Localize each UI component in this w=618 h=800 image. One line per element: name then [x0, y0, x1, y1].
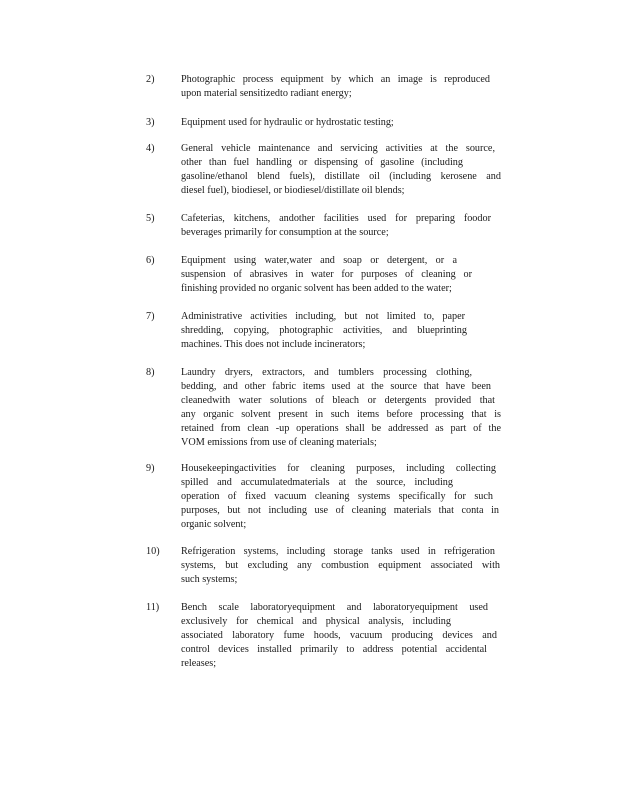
text-line: Administrative activities including, but not limited to, paper	[181, 311, 465, 322]
list-item-number: 10)	[146, 546, 160, 557]
text-line: cleanedwith water solutions of bleach or detergents provided that	[181, 395, 495, 406]
text-line: gasoline/ethanol blend fuels), distillate oil (including kerosene and	[181, 171, 501, 182]
text-line: finishing provided no organic solvent has been added to the water;	[181, 283, 452, 294]
list-item-number: 3)	[146, 117, 155, 128]
text-line: other than fuel handling or dispensing of gasoline (including	[181, 157, 463, 168]
text-line: spilled and accumulatedmaterials at the source, including	[181, 477, 453, 488]
list-item-body	[181, 254, 501, 296]
list-item-number: 6)	[146, 255, 155, 266]
text-line: upon material sensitizedto radiant energy;	[181, 88, 352, 99]
text-line: associated laboratory fume hoods, vacuum producing devices and	[181, 630, 497, 641]
text-line: Refrigeration systems, including storage tanks used in refrigeration	[181, 546, 495, 557]
text-line: retained from clean -up operations shall be addressed as part of the	[181, 423, 501, 434]
list-item-body	[181, 116, 501, 130]
text-line: purposes, but not including use of cleaning materials that conta in	[181, 505, 499, 516]
list-item-number: 11)	[146, 602, 160, 613]
list-item-number: 2)	[146, 74, 155, 85]
text-line: releases;	[181, 658, 217, 669]
text-line: General vehicle maintenance and servicing activities at the source,	[181, 143, 495, 154]
text-line: VOM emissions from use of cleaning materials;	[181, 437, 377, 448]
list-item-number: 5)	[146, 213, 155, 224]
list-item-number: 9)	[146, 463, 155, 474]
list-item-body	[181, 142, 501, 198]
text-line: such systems;	[181, 574, 238, 585]
text-line: bedding, and other fabric items used at the source that have been	[181, 381, 491, 392]
text-line: diesel fuel), biodiesel, or biodiesel/distillate oil blends;	[181, 185, 405, 196]
text-line: Bench scale laboratoryequipment and laboratoryequipment used	[181, 602, 488, 613]
text-line: shredding, copying, photographic activities, and blueprinting	[181, 325, 467, 336]
text-line: beverages primarily for consumption at the source;	[181, 227, 389, 238]
text-line: Laundry dryers, extractors, and tumblers processing clothing,	[181, 367, 472, 378]
text-line: any organic solvent present in such items before processing that is	[181, 409, 501, 420]
text-line: Cafeterias, kitchens, andother facilities used for preparing foodor	[181, 213, 491, 224]
list-item-number: 4)	[146, 143, 155, 154]
list-item-body	[181, 462, 501, 532]
list-item-body	[181, 212, 501, 240]
text-line: Equipment using water,water and soap or detergent, or a	[181, 255, 457, 266]
text-line: machines. This does not include incinerators;	[181, 339, 366, 350]
text-line: systems, but excluding any combustion equipment associated with	[181, 560, 500, 571]
list-item-body	[181, 366, 501, 450]
text-line: Housekeepingactivities for cleaning purposes, including collecting	[181, 463, 496, 474]
text-line: exclusively for chemical and physical analysis, including	[181, 616, 451, 627]
text-line: Equipment used for hydraulic or hydrostatic testing;	[181, 117, 394, 128]
text-line: control devices installed primarily to address potential accidental	[181, 644, 487, 655]
text-line: suspension of abrasives in water for purposes of cleaning or	[181, 269, 472, 280]
list-item-body	[181, 310, 501, 352]
text-line: Photographic process equipment by which an image is reproduced	[181, 74, 490, 85]
list-item-number: 7)	[146, 311, 155, 322]
text-line: organic solvent;	[181, 519, 247, 530]
list-item-body	[181, 545, 501, 587]
list-item-body	[181, 73, 501, 101]
text-line: operation of fixed vacuum cleaning systems specifically for such	[181, 491, 493, 502]
list-item-body	[181, 601, 501, 671]
list-item-number: 8)	[146, 367, 155, 378]
